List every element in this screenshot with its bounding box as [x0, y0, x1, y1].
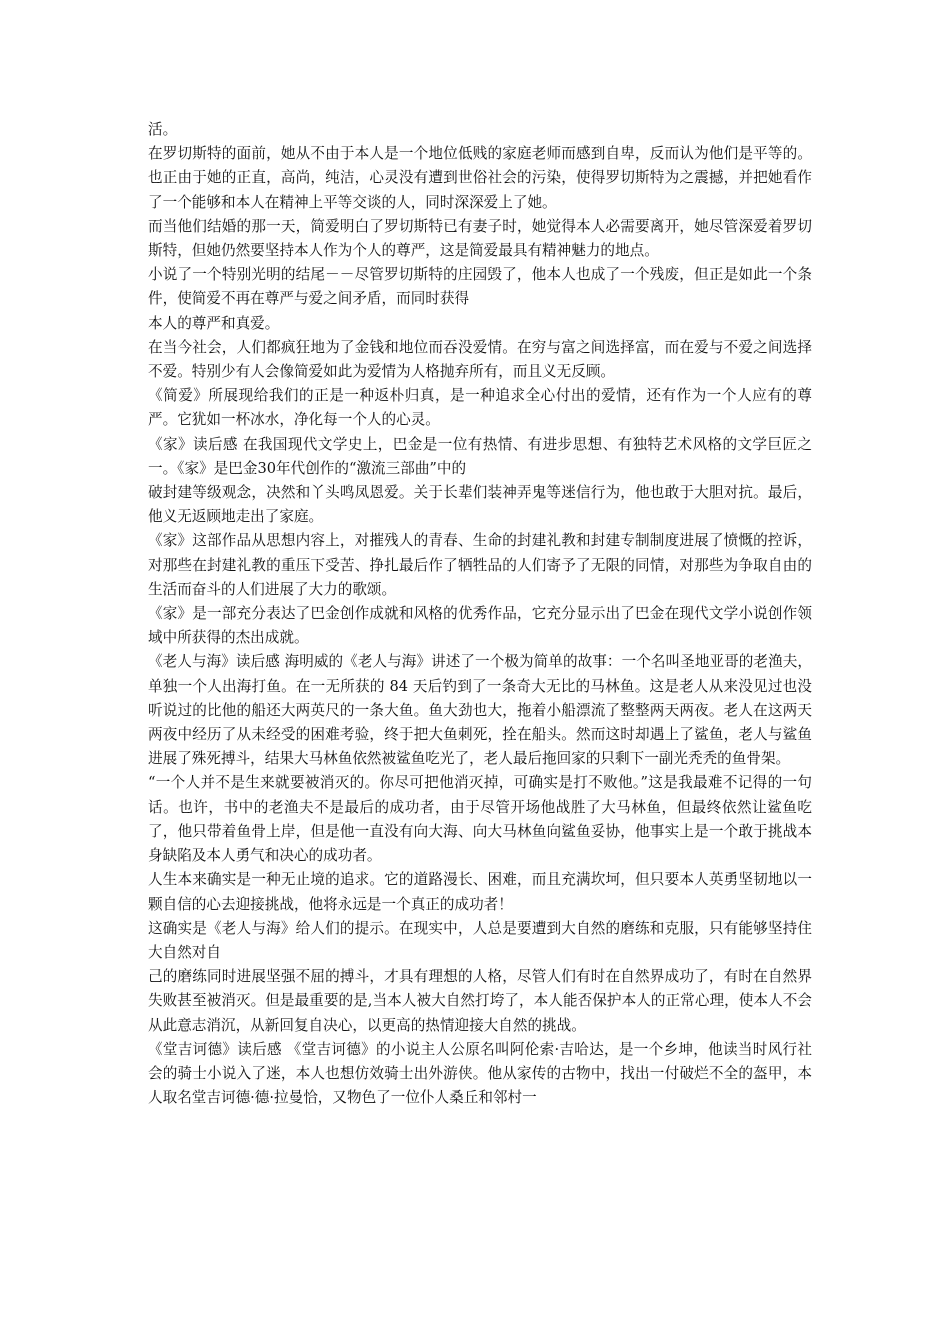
paragraph: 而当他们结婚的那一天，简爱明白了罗切斯特已有妻子时，她觉得本人必需要离开，她尽管深爱着罗切斯特，但她仍然要坚持本人作为个人的尊严，这是简爱最具有精神魅力的地点。: [148, 217, 812, 260]
paragraph: 《简爱》所展现给我们的正是一种返朴归真，是一种追求全心付出的爱情，还有作为一个人应有的尊严。它犹如一杯冰水，净化每一个人的心灵。: [148, 387, 812, 429]
paragraph: “一个人并不是生来就要被消灭的。你尽可把他消灭掉，可确实是打不败他。”这是我最难不记得的一句话。也许，书中的老渔夫不是最后的成功者，由于尽管开场他战胜了大马林鱼，但最终依然让鲨鱼吃了，他只带着鱼骨上岸，但是他一直没有向大海、向大马林鱼向鲨鱼妥协，他事实上是一个敢于挑战本身缺陷及本人勇气和决心的成功者。: [148, 774, 812, 865]
paragraph: 破封建等级观念，决然和丫头鸣凤恩爱。关于长辈们装神弄鬼等迷信行为，他也敢于大胆对抗。最后，他义无返顾地走出了家庭。: [148, 484, 812, 526]
paragraph: 在当今社会，人们都疯狂地为了金钱和地位而吞没爱情。在穷与富之间选择富，而在爱与不爱之间选择不爱。特别少有人会像简爱如此为爱情为人格抛弃所有，而且义无反顾。: [148, 338, 812, 381]
paragraph: 己的磨练同时进展坚强不屈的搏斗，才具有理想的人格，尽管人们有时在自然界成功了，有时在自然界失败甚至被消灭。但是最重要的是,当本人被大自然打垮了，本人能否保护本人的正常心理，使本人不会从此意志消沉，从新回复自决心，以更高的热情迎接大自然的挑战。: [148, 968, 812, 1034]
paragraph: 《家》这部作品从思想内容上，对摧残人的青春、生命的封建礼教和封建专制制度进展了愤慨的控诉，对那些在封建礼教的重压下受苦、挣扎最后作了牺牲品的人们寄予了无限的同情，对那些为争取自由的生活而奋斗的人们进展了大力的歌颂。: [148, 532, 812, 598]
paragraph: 《堂吉诃德》读后感 《堂吉诃德》的小说主人公原名叫阿伦索·吉哈达，是一个乡坤，他读当时风行社会的骑士小说入了迷，本人也想仿效骑士出外游侠。他从家传的古物中，找出一付破烂不全的盔甲，本人取名堂吉诃德·德·拉曼恰，又物色了一位仆人桑丘和邻村一: [148, 1040, 812, 1107]
paragraph: 本人的尊严和真爱。: [148, 314, 280, 332]
paragraph: 《老人与海》读后感 海明威的《老人与海》讲述了一个极为简单的故事：一个名叫圣地亚哥的老渔夫，单独一个人出海打鱼。在一无所获的 84 天后钓到了一条奇大无比的马林鱼。这是老人从来没见过也没听说过的比他的船还大两英尺的一条大鱼。鱼大劲也大，拖着小船漂流了整整两天两夜。老人在这两天两夜中经历了从未经受的困难考验，终于把大鱼刺死，拴在船头。然而这时却遇上了鲨鱼，老人与鲨鱼进展了殊死搏斗，结果大马林鱼依然被鲨鱼吃光了，老人最后拖回家的只剩下一副光秃秃的鱼骨架。: [148, 653, 812, 768]
paragraph: 这确实是《老人与海》给人们的提示。在现实中，人总是要遭到大自然的磨练和克服，只有能够坚持住大自然对自: [148, 919, 812, 961]
paragraph: 在罗切斯特的面前，她从不由于本人是一个地位低贱的家庭老师而感到自卑，反而认为他们是平等的。也正由于她的正直，高尚，纯洁，心灵没有遭到世俗社会的污染，使得罗切斯特为之震撼，并把她看作了一个能够和本人在精神上平等交谈的人，同时深深爱上了她。: [148, 145, 812, 211]
paragraph: 小说了一个特别光明的结尾－－尽管罗切斯特的庄园毁了，他本人也成了一个残废，但正是如此一个条件，使简爱不再在尊严与爱之间矛盾，而同时获得: [148, 266, 812, 308]
document-body: [148, 118, 812, 1110]
paragraph: 《家》是一部充分表达了巴金创作成就和风格的优秀作品，它充分显示出了巴金在现代文学小说创作领域中所获得的杰出成就。: [148, 605, 812, 647]
paragraph: 活。: [148, 121, 178, 138]
paragraph: 《家》读后感 在我国现代文学史上，巴金是一位有热情、有进步思想、有独特艺术风格的文学巨匠之一。《家》是巴金30年代创作的“激流三部曲”中的: [148, 435, 812, 477]
paragraph: 人生本来确实是一种无止境的追求。它的道路漫长、困难，而且充满坎坷，但只要本人英勇坚韧地以一颗自信的心去迎接挑战，他将永远是一个真正的成功者！: [148, 871, 812, 913]
